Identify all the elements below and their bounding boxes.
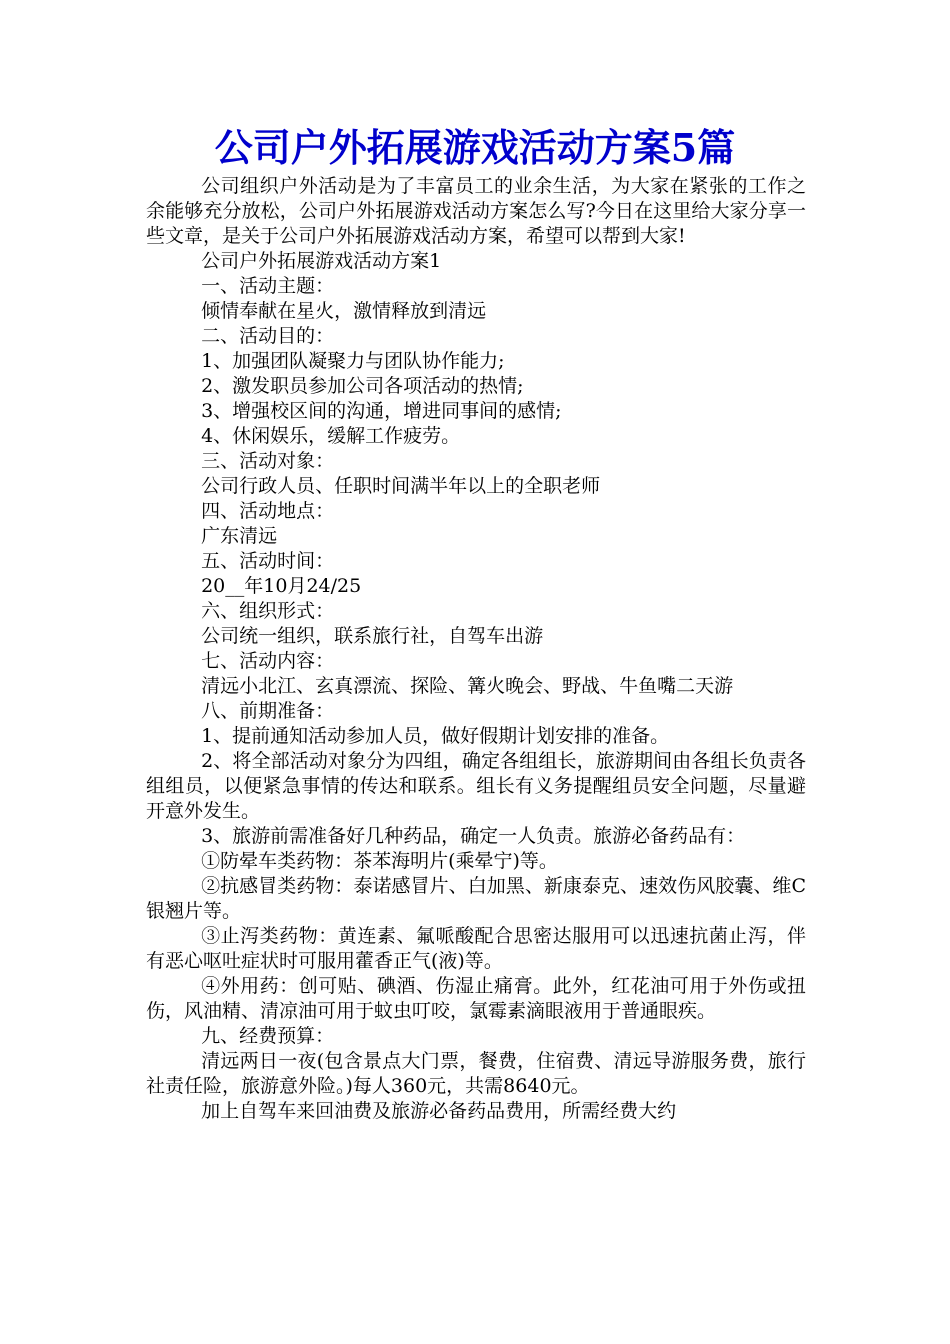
- budget-text-2: 加上自驾车来回油费及旅游必备药品费用，所需经费大约: [201, 1100, 677, 1122]
- medicine-item-4: ④外用药：创可贴、碘酒、伤湿止痛膏。此外，红花油可用于外伤或扭伤，风油精、清凉油可用于蚊虫叮咬，氯霉素滴眼液用于普通眼疾。: [146, 975, 806, 1022]
- heading-location: 四、活动地点：: [201, 500, 335, 522]
- document-title: 公司户外拓展游戏活动方案5篇: [214, 125, 736, 170]
- heading-time: 五、活动时间：: [201, 550, 335, 572]
- preparation-item-3: 3、旅游前需准备好几种药品，确定一人负责。旅游必备药品有：: [201, 825, 746, 847]
- heading-preparation: 八、前期准备：: [201, 700, 335, 722]
- heading-purpose: 二、活动目的：: [201, 325, 335, 347]
- preparation-item-2: 2、将全部活动对象分为四组，确定各组组长，旅游期间由各组长负责各组组员，以便紧急事情的传达和联系。组长有义务提醒组员安全问题，尽量避开意外发生。: [146, 750, 806, 822]
- content-text: 清远小北江、玄真漂流、探险、篝火晚会、野战、牛鱼嘴二天游: [201, 675, 734, 697]
- purpose-item-3: 3、增强校区间的沟通，增进同事间的感情;: [201, 400, 562, 422]
- participants-text: 公司行政人员、任职时间满半年以上的全职老师: [201, 475, 601, 497]
- heading-content: 七、活动内容：: [201, 650, 335, 672]
- section-heading-plan-1: 公司户外拓展游戏活动方案1: [201, 250, 442, 272]
- purpose-item-1: 1、加强团队凝聚力与团队协作能力;: [201, 350, 505, 372]
- location-text: 广东清远: [201, 525, 278, 547]
- budget-text-1: 清远两日一夜(包含景点大门票，餐费，住宿费、清远导游服务费，旅行社责任险，旅游意外险。)每人360元，共需8640元。: [146, 1050, 806, 1097]
- heading-participants: 三、活动对象：: [201, 450, 335, 472]
- medicine-item-3: ③止泻类药物：黄连素、氟哌酸配合思密达服用可以迅速抗菌止泻，伴有恶心呕吐症状时可服用藿香正气(液)等。: [146, 925, 806, 972]
- heading-organization: 六、组织形式：: [201, 600, 335, 622]
- preparation-item-1: 1、提前通知活动参加人员，做好假期计划安排的准备。: [201, 725, 670, 747]
- purpose-item-4: 4、休闲娱乐，缓解工作疲劳。: [201, 425, 461, 447]
- theme-text: 倾情奉献在星火，激情释放到清远: [201, 300, 487, 322]
- medicine-item-1: ①防晕车类药物：茶苯海明片(乘晕宁)等。: [201, 850, 558, 872]
- heading-theme: 一、活动主题：: [201, 275, 335, 297]
- intro-paragraph: 公司组织户外活动是为了丰富员工的业余生活，为大家在紧张的工作之余能够充分放松，公司户外拓展游戏活动方案怎么写?今日在这里给大家分享一些文章，是关于公司户外拓展游戏活动方案，希望可以帮到大家!: [146, 175, 806, 247]
- heading-budget: 九、经费预算：: [201, 1025, 335, 1047]
- organization-text: 公司统一组织，联系旅行社，自驾车出游: [201, 625, 544, 647]
- medicine-item-2: ②抗感冒类药物：泰诺感冒片、白加黑、新康泰克、速效伤风胶囊、维C银翘片等。: [146, 875, 806, 922]
- purpose-item-2: 2、激发职员参加公司各项活动的热情;: [201, 375, 524, 397]
- time-text: 20__年10月24/25: [201, 575, 362, 597]
- document-body: [146, 174, 806, 1124]
